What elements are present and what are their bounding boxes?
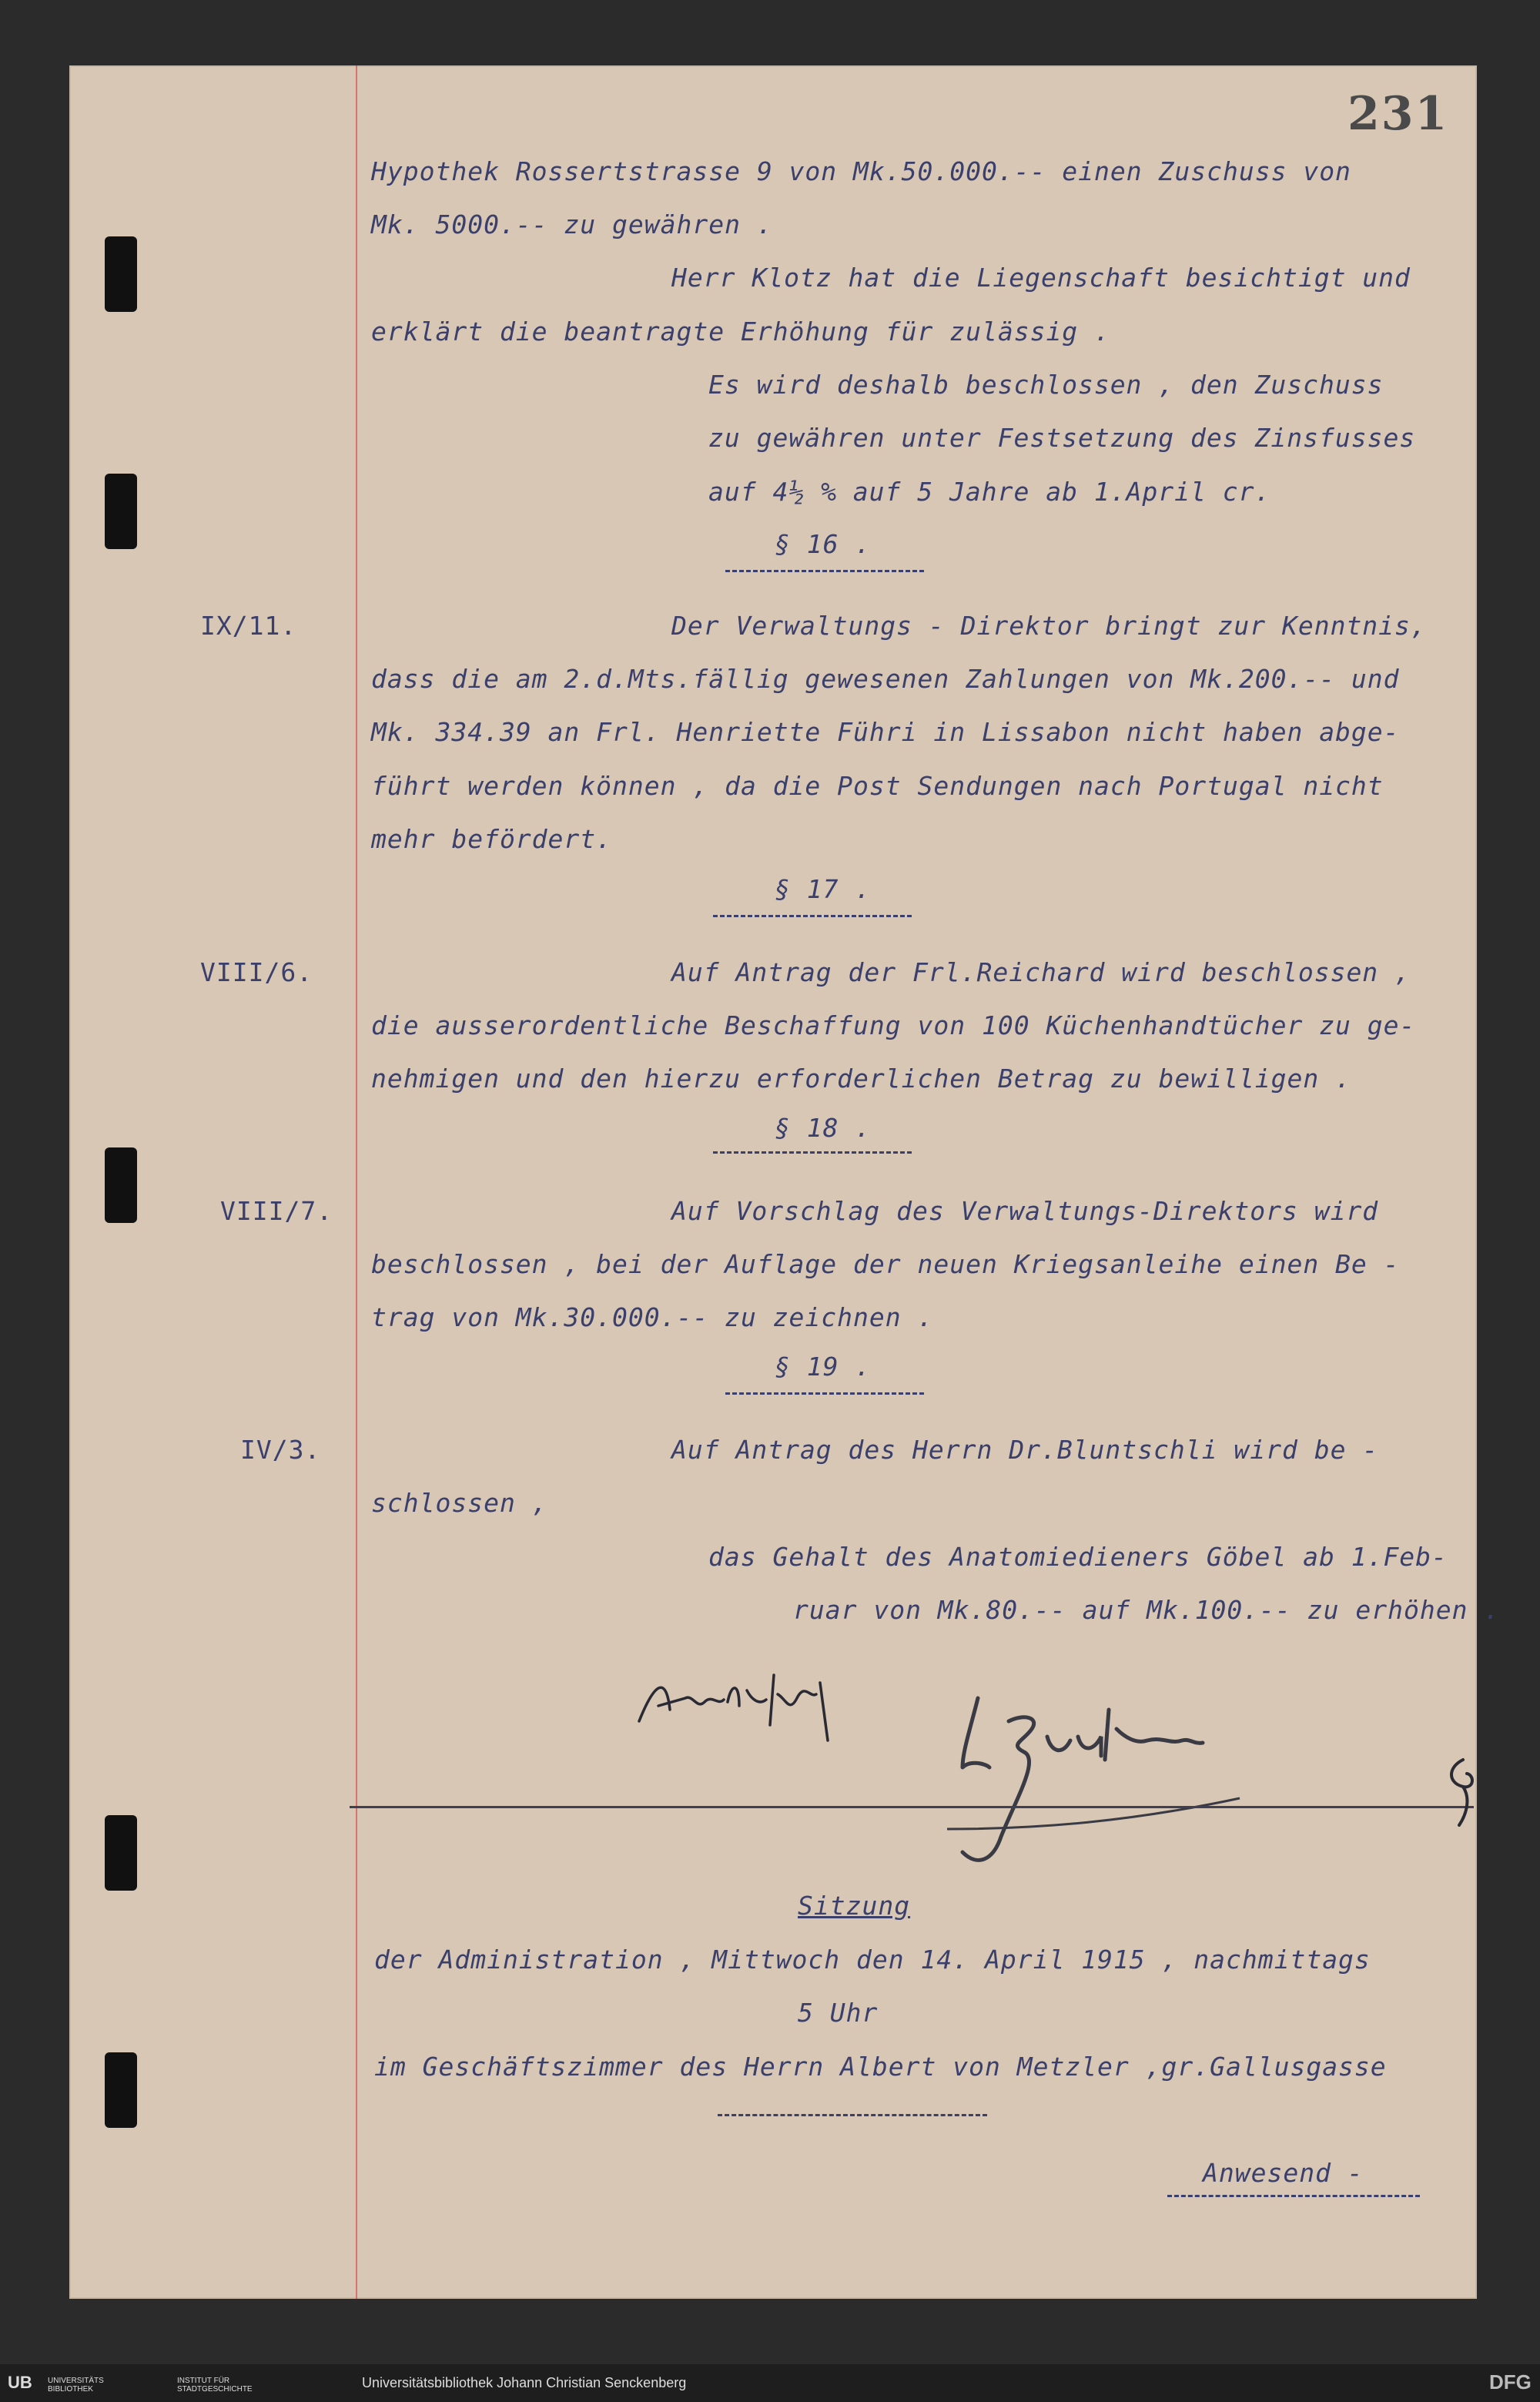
text-line: dass die am 2.d.Mts.fällig gewesenen Zahlungen von Mk.200.-- und xyxy=(371,664,1400,694)
text-line: nehmigen und den hierzu erforderlichen Betrag zu bewilligen . xyxy=(371,1064,1351,1094)
present-rule xyxy=(1167,2195,1420,2197)
section-heading: § 19 . xyxy=(775,1352,872,1382)
session-rule xyxy=(718,2114,987,2116)
text-line: Mk. 5000.-- zu gewähren . xyxy=(371,209,773,240)
document-page xyxy=(69,65,1501,2299)
present-heading: Anwesend - xyxy=(1203,2158,1364,2188)
handwritten-signature xyxy=(631,1652,955,1744)
text-line: Mk. 334.39 an Frl. Henriette Führi in Lissabon nicht haben abge- xyxy=(371,717,1400,747)
text-line: Auf Antrag des Herrn Dr.Bluntschli wird be - xyxy=(671,1435,1379,1465)
punch-hole xyxy=(105,2052,137,2128)
text-line: Hypothek Rossertstrasse 9 von Mk.50.000.-- einen Zuschuss von xyxy=(371,156,1351,186)
ub-logo: UB xyxy=(8,2373,32,2392)
text-line: Herr Klotz hat die Liegenschaft besichtigt und xyxy=(671,263,1411,293)
text-line: trag von Mk.30.000.-- zu zeichnen . xyxy=(371,1302,934,1332)
section-rule xyxy=(713,915,912,917)
section-rule xyxy=(725,570,924,572)
section-rule xyxy=(713,1151,912,1154)
section-heading: § 18 . xyxy=(775,1113,872,1143)
section-heading: § 17 . xyxy=(775,874,872,904)
initial-mark xyxy=(1440,1752,1486,1837)
margin-reference: IV/3. xyxy=(240,1435,321,1465)
dfg-logo: DFG xyxy=(1489,2370,1532,2394)
text-line: mehr befördert. xyxy=(371,824,613,854)
punch-hole xyxy=(105,236,137,312)
session-line: 5 Uhr xyxy=(798,1998,879,2028)
text-line: Auf Antrag der Frl.Reichard wird beschlossen , xyxy=(671,957,1411,987)
margin-reference: VIII/7. xyxy=(220,1196,333,1226)
session-line: im Geschäftszimmer des Herrn Albert von Metzler ,gr.Gallusgasse xyxy=(374,2052,1387,2082)
library-name: Universitätsbibliothek Johann Christian Senckenberg xyxy=(362,2375,687,2390)
text-line: erklärt die beantragte Erhöhung für zulässig . xyxy=(371,317,1110,347)
text-line: das Gehalt des Anatomiedieners Göbel ab 1.Feb- xyxy=(708,1542,1448,1572)
text-line: ruar von Mk.80.-- auf Mk.100.-- zu erhöhen . xyxy=(793,1595,1501,1625)
library-logo-text: UNIVERSITÄTS BIBLIOTHEK xyxy=(48,2377,104,2394)
section-heading: § 16 . xyxy=(775,529,872,559)
text-line: beschlossen , bei der Auflage der neuen Kriegsanleihe einen Be - xyxy=(371,1249,1400,1279)
margin-reference: IX/11. xyxy=(200,611,297,641)
text-line: auf 4½ % auf 5 Jahre ab 1.April cr. xyxy=(708,477,1271,507)
text-line: schlossen , xyxy=(371,1488,548,1518)
session-divider xyxy=(350,1806,1474,1808)
margin-reference: VIII/6. xyxy=(200,957,313,987)
punch-hole xyxy=(105,1815,137,1891)
section-rule xyxy=(725,1392,924,1395)
text-line: zu gewähren unter Festsetzung des Zinsfusses xyxy=(708,423,1416,453)
margin-line xyxy=(356,65,357,2299)
text-line: die ausserordentliche Beschaffung von 100 Küchenhandtücher zu ge- xyxy=(371,1010,1416,1040)
punch-hole xyxy=(105,1147,137,1223)
text-line: Der Verwaltungs - Direktor bringt zur Kenntnis, xyxy=(671,611,1427,641)
page-number: 231 xyxy=(1348,87,1449,141)
text-line: Es wird deshalb beschlossen , den Zuschuss xyxy=(708,370,1384,400)
handwritten-signature xyxy=(916,1683,1378,1914)
punch-hole xyxy=(105,474,137,549)
session-title: Sitzung xyxy=(798,1891,911,1921)
text-line: Auf Vorschlag des Verwaltungs-Direktors wird xyxy=(671,1196,1379,1226)
session-line: der Administration , Mittwoch den 14. April 1915 , nachmittags xyxy=(374,1945,1371,1975)
viewer-footer xyxy=(0,2364,1540,2402)
text-line: führt werden können , da die Post Sendungen nach Portugal nicht xyxy=(371,771,1384,801)
institute-logo-text: INSTITUT FÜR STADTGESCHICHTE xyxy=(177,2377,253,2394)
